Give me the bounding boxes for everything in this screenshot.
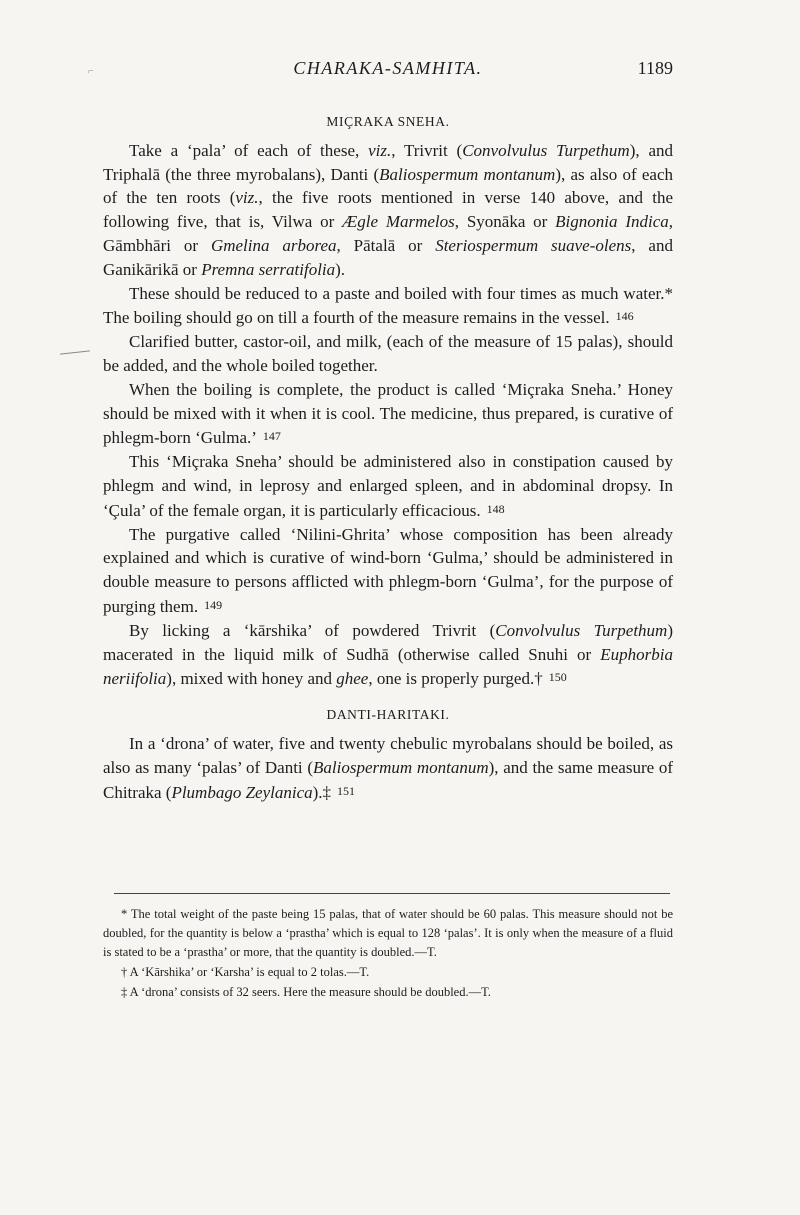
section-heading-danti-haritaki: DANTI-HARITAKI. [326,707,450,723]
paragraph-verse-147: When the boiling is complete, the product is called ‘Miçraka Sneha.’ Honey should be mixed with it when it is cool. The medicine, thus prepared, is curative of phlegm-born ‘Gulma.’ 147 [103,379,673,448]
footnote-double-dagger: ‡ A ‘drona’ consists of 32 seers. Here the measure should be doubled.—T. [121,985,491,999]
verse-number: 147 [262,429,281,444]
paragraph-ingredients: Take a ‘pala’ of each of these, viz., Trivrit (Convolvulus Turpethum), and Triphalā (the three myrobalans), Danti (Baliospermum montanum), as also of each of the ten roots (viz., the five roots mentioned in verse 140 above, and the following five, that is, Vilwa or Ægle Marmelos, Syonāka or Bignonia Indica, Gāmbhāri or Gmelina arborea, Pātalā or Steriospermum suave-olens, and Ganikārikā or Premna serratifolia). [103,140,673,279]
verse-number: 149 [204,597,223,612]
paragraph-verse-148: This ‘Miçraka Sneha’ should be administered also in constipation caused by phlegm and wind, in leprosy and enlarged spleen, and in abdominal dropsy. In ‘Çula’ of the female organ, it is particularly efficacious. 148 [103,452,673,520]
corner-mark: ⌐ [88,66,94,77]
footnote-asterisk: * The total weight of the paste being 15 palas, that of water should be 60 palas. This measure should not be doubled, for the quantity is below a ‘prastha’ which is equal to 128 ‘palas’. It is only when the measure of a fluid is stated to be a ‘prastha’ or more, that the quantity is doubled.—T. [103,907,673,959]
verse-number: 151 [337,783,356,798]
page-number: 1189 [637,58,673,78]
paragraph-verse-146: These should be reduced to a paste and boiled with four times as much water.* The boiling should go on till a fourth of the measure remains in the vessel. 146 [103,283,673,328]
section-heading-misraka-sneha: MIÇRAKA SNEHA. [326,114,450,129]
body-text [103,110,673,804]
paragraph-verse-151: In a ‘drona’ of water, five and twenty chebulic myrobalans should be boiled, as also as many ‘palas’ of Danti (Baliospermum montanum), and the same measure of Chitraka (Plumbago Zeylanica).‡ 151 [103,733,673,802]
running-title: CHARAKA-SAMHITA. [293,58,483,78]
page-header [103,58,673,84]
footnote-dagger: † A ‘Kārshika’ or ‘Karsha’ is equal to 2 tolas.—T. [121,965,370,979]
footnotes [103,905,673,1003]
verse-number: 146 [615,309,634,324]
paragraph-verse-149: The purgative called ‘Nilini-Ghrita’ whose composition has been already explained and which is curative of wind-born ‘Gulma,’ should be administered in double measure to persons afflicted with phlegm-born ‘Gulma’, for the purpose of purging them. 149 [103,524,673,616]
margin-pencil-mark [60,350,90,354]
verse-number: 150 [548,670,567,685]
paragraph-verse-150: By licking a ‘kārshika’ of powdered Trivrit (Convolvulus Turpethum) macerated in the liquid milk of Sudhā (otherwise called Snuhi or Euphorbia neriifolia), mixed with honey and ghee, one is properly purged.† 150 [103,620,674,689]
footnote-rule [114,893,670,894]
paragraph-clarified-butter: Clarified butter, castor-oil, and milk, (each of the measure of 15 palas), should be added, and the whole boiled together. [103,332,673,375]
verse-number: 148 [486,501,505,516]
